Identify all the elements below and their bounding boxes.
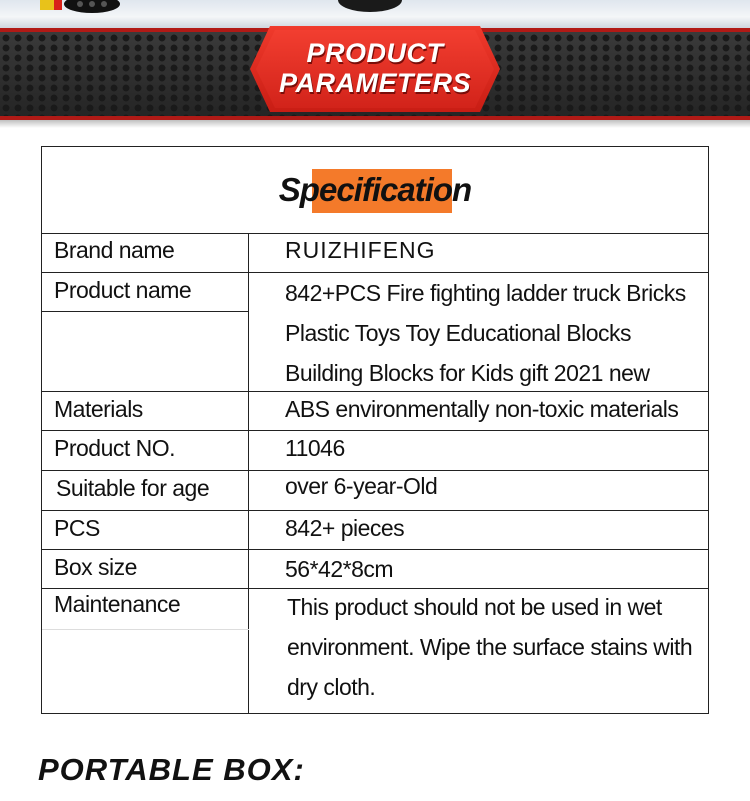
row-label: Suitable for age: [56, 475, 210, 501]
specification-table: [41, 146, 709, 714]
table-row-box-size: [42, 550, 708, 589]
value-line: dry cloth.: [287, 674, 376, 700]
banner-heading: [250, 38, 500, 98]
row-label: Product name: [54, 277, 192, 303]
banner-heading-line2: PARAMETERS: [278, 68, 471, 98]
table-row-product-no: [42, 431, 708, 471]
table-row-product-name: [42, 273, 708, 392]
portable-box-colon: :: [293, 752, 305, 787]
row-value: 842+ pieces: [285, 515, 405, 541]
value-line: Plastic Toys Toy Educational Blocks: [285, 320, 631, 346]
value-line: environment. Wipe the surface stains with: [287, 634, 693, 660]
specification-title: Specification: [278, 171, 472, 208]
row-value: ABS environmentally non-toxic materials: [285, 396, 679, 422]
row-label: PCS: [54, 515, 100, 541]
row-value: RUIZHIFENG: [285, 237, 436, 263]
table-row-brand-name: [42, 233, 708, 273]
portable-box-heading: [38, 752, 305, 788]
product-photo-strip: [0, 0, 750, 28]
row-divider: [42, 311, 249, 312]
row-label: Materials: [54, 396, 143, 422]
portable-box-label: PORTABLE BOX: [38, 752, 294, 787]
row-divider: [42, 629, 249, 630]
value-line: 842+PCS Fire fighting ladder truck Bricks: [285, 280, 686, 306]
row-label: Box size: [54, 554, 137, 580]
row-value: over 6-year-Old: [285, 473, 438, 499]
table-row-materials: [42, 392, 708, 431]
row-value: [287, 587, 692, 707]
row-label: Maintenance: [54, 591, 181, 617]
table-row-pcs: [42, 511, 708, 550]
row-value: 11046: [285, 435, 345, 461]
table-row-maintenance: [42, 589, 708, 713]
banner-shadow: [0, 120, 750, 128]
row-value: 56*42*8cm: [285, 556, 394, 582]
value-line: This product should not be used in wet: [287, 594, 662, 620]
toy-parts-image: [30, 0, 120, 20]
table-row-suitable-age: [42, 471, 708, 511]
value-line: Building Blocks for Kids gift 2021 new: [285, 360, 650, 386]
row-label: Brand name: [54, 237, 175, 263]
row-label: Product NO.: [54, 435, 176, 461]
row-value: [285, 273, 686, 393]
toy-wheel-image: [330, 0, 410, 20]
specification-header: [42, 147, 708, 234]
banner-heading-line1: PRODUCT: [306, 38, 444, 68]
